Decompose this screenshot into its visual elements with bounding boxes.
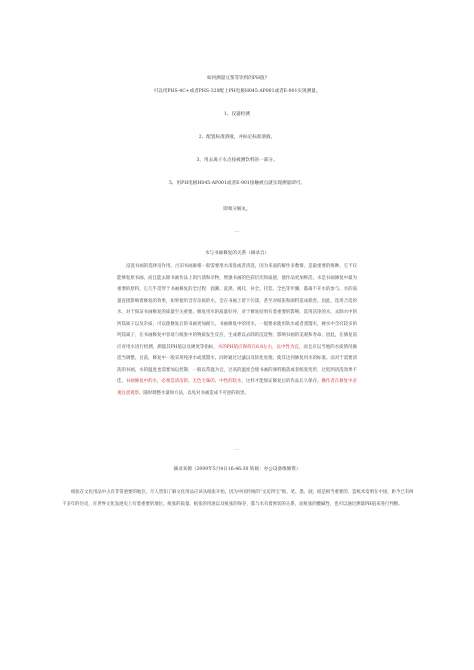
article-text: 浸洗书画的选择及作用。古旧书画素楮一般需要用水清洗或者清洗，因为来面的解作多数情，是最重要的维种。它不仅能够复原书画，而且能去除书画作品上的污渍和杂物，增强书画的色彩层次和质感，使作品更加鲜活。水是书画修复中最为重要的原料，它几乎贯穿于书画修复的全过程：润潮、洗涤、揭托、补全、托装、全色等步骤，都离不开水的参与。水的质量直接影响着修复的效果，如果使用含有杂质的水，会在书画上留下污渍，甚至对纸张和颜料造成损害。因此，选用合适的水，对于保证书画修复的质量至关重要。修复用水的质量好坏，对于修复结果有着重要的影响，选用洁净的水，去除水中的钙镁离子以及杂质，可以使修复后的书画更加耐久。书画修复中的用水，一般要求使用软水或者蒸馏水，硬水中含有较多的钙镁离子，在书画修复中容易与纸张中的物质发生反应，生成难以去除的沉淀物，影响书画的美观和寿命。因此，在修复前应对用水进行检测，测量其PH值以及硬度等指标，: [117, 264, 357, 350]
step-item: 1、仪器检测: [224, 112, 250, 117]
article-title: 水与书画修复的关系（摘录自）: [204, 251, 270, 256]
highlight-text: 水的PH值应保持在6.8左右，以中性为宜: [217, 344, 299, 350]
section-separator: —: [234, 229, 240, 235]
closing-line: 即须分解丸。: [223, 207, 251, 212]
highlight-text: 书画修复中的水，必须是清洁的、无色无味的、中性的软水: [125, 379, 242, 384]
article-text: ，这样才能保证修复后的作品长久保存。: [241, 379, 322, 384]
step-item: 2、配置标准溶液，并标定标准溶液。: [198, 135, 276, 140]
section-separator: —: [234, 447, 240, 453]
source-meta: 摘录来源（2009年5月4日16:46:30 转载：办公设备维修资）: [173, 467, 301, 472]
step-item: 3、用去离子水点按被测饮料的一部分。: [196, 158, 278, 163]
highlight-text: 操作者在修复中必须注意观察: [117, 379, 357, 396]
tail-paragraph: 纸张在文化用品中占有非常重要的地位，尽人皆知了解文化用品应该从纸张开始。因为中国传统的“文房四宝”纸、笔、墨、砚，纸是相当重要的，造纸术发明在中国，距今已有两千多年的历史，在世界文化发展史上有着重要的地位。纸张的质量、纸张的用途以及纸张的保存，都与水有着密切的关系，而纸张的酸碱性，也可以通过测量PH值来进行判断。: [62, 490, 414, 507]
document-title: 如何测量豆浆等饮料的PH值?: [206, 76, 268, 81]
intro-line: 可以用PHS-4C+或者PHS-320配上PH电极H045-AP001或者E-901实现测量。: [153, 89, 321, 94]
article-body: [117, 261, 357, 399]
article-text: ，随时调整水量和方法，以免对书画造成不可逆的损害。: [138, 390, 249, 396]
step-item: 5、用PH电极H045-AP001或者E-901接触被点就实现测量即可。: [169, 181, 305, 186]
article-text: ，而且应以当地的水质情况做适当调整。目前，修复中一般采用纯净水或蒸馏水，同时通过过滤以及软化处理，使其达到修复用水的标准。而对于需要清洗的书画，水的温度也需要加以控制，一般以常温为宜，过高的温度会使书画的颜料脱落或者纸张变形，过低则清洗效果不佳。: [117, 344, 357, 384]
